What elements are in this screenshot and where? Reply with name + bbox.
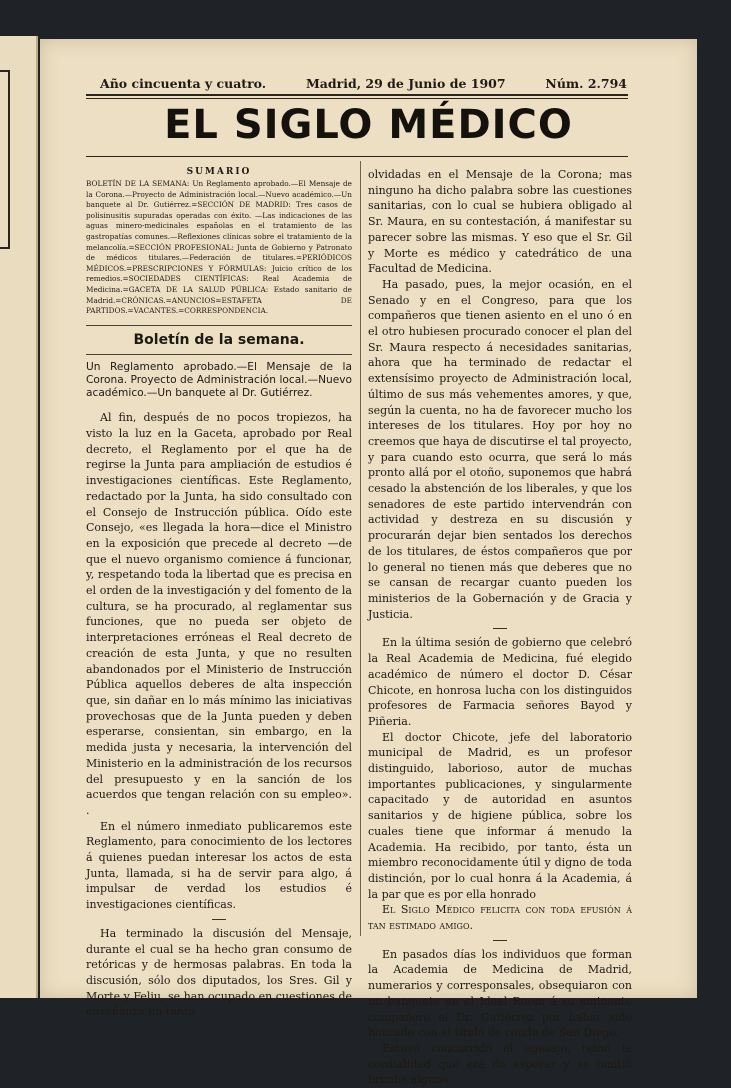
paragraph-separator xyxy=(212,919,226,920)
issue-number: Núm. 2.794 xyxy=(545,76,627,91)
column-divider xyxy=(360,161,361,936)
date-label: Madrid, 29 de Junio de 1907 xyxy=(305,76,506,91)
right-column xyxy=(368,167,632,1088)
right-paragraph-3: En la última sesión de gobierno que celebró la Real Academia de Medicina, fué elegido académico de número el doctor D. César Chicote, en honrosa lucha con los distinguidos profesores de Farmacia señores Bayod y Piñeria. xyxy=(368,636,632,728)
sumario-text: BOLETÍN DE LA SEMANA: Un Reglamento aprobado.—El Mensaje de la Corona.—Proyecto de Administración local.—Nuevo académico.—Un banquete al Dr. Gutiérrez.=SECCIÓN DE MADRID: Tres casos de polisinusitis supuradas operadas con éxito. —Las indicaciones de las aguas minero-medicinales españolas en el tratamiento de las gastropatías comunes.—Reflexiones clínicas sobre el tratamiento de la melancolía.=SECCIÓN PROFESIONAL: Junta de Gobierno y Patronato de médicos titulares.—Federación de titulares.=PERIÓDICOS MÉDICOS.=PRESCRIPCIONES Y FÓRMULAS: Juicio crítico de los remedios.=SOCIEDADES CIENTÍFICAS: Real Academia de Medicina.=GACETA DE LA SALUD PÚBLICA: Estado sanitario de Madrid.=CRÓNICAS.=ANUNCIOS=ESTAFETA DE PARTIDOS.=VACANTES.=CORRESPONDENCIA. xyxy=(86,179,352,316)
masthead-info xyxy=(100,76,627,91)
left-paragraph-2: En el número inmediato publicaremos este Reglamento, para conocimiento de los lectores á quienes puedan interesar los actos de esta Junta, llamada, si ha de servir para algo, á impulsar de verdad los estudios é investigaciones científicas. xyxy=(86,819,352,912)
boletin-abstract: Un Reglamento aprobado.—El Mensaje de la Corona. Proyecto de Administración local.—Nuevo académico.—Un banquete al Dr. Gutiérrez. xyxy=(86,360,352,400)
right-paragraph-6: En pasados días los individuos que forman la Academia de Medicina de Madrid, numerarios y corresponsales, obsequiaron con un banquete en el Ideal Room á su eminente compañero el Dr. Gutiérrez por haber sido honrado con el título de conde de San Diego. xyxy=(368,947,632,1040)
sumario-divider xyxy=(86,325,352,326)
masthead-rule-top-thin xyxy=(86,98,628,99)
boletin-heading: Boletín de la semana. xyxy=(133,331,305,348)
adjacent-page-mark xyxy=(0,70,10,249)
newspaper-title: EL SIGLO MÉDICO xyxy=(164,102,573,148)
masthead-rule-top xyxy=(86,94,628,96)
paragraph-separator xyxy=(493,940,507,941)
right-paragraph-2: Ha pasado, pues, la mejor ocasión, en el Senado y en el Congreso, para que los compañeros que tienen asiento en el uno ó en el otro hubiesen procurado conocer el plan del Sr. Maura respecto á necesidades sanitarias, ahora que ha terminado de redactar el extensísimo proyecto de Administración local, último de sus más vehementes amores, y que, según la cuenta, no ha de favorecer mucho los intereses de los titulares. Hoy por hoy no creemos que haya de discutirse el tal proyecto, y para cuando esto ocurra, que será lo más pronto allá por el otoño, suponemos que habrá cesado la abstención de los liberales, y que los senadores de este partido intervendrán con actividad y destreza en su discusión y procurarán dejar bien sentados los derechos de los titulares, de éstos compañeros que por lo general no tienen más que deberes que no se cansan de recargar cuanto pueden los ministerios de la Gobernación y de Gracia y Justicia. xyxy=(368,277,632,621)
left-paragraph-1: Al fin, después de no pocos tropiezos, ha visto la luz en la Gaceta, aprobado por Real decreto, el Reglamento por el que ha de regirse la Junta para ampliación de estudios é investigaciones científicas. Este Reglamento, redactado por la Junta, ha sido consultado con el Consejo de Instrucción pública. Oído este Consejo, «es llegada la hora—dice el Ministro en la exposición que precede al decreto —de que el nuevo organismo comience á funcionar, y, respetando toda la libertad que es precisa en el orden de la investigación y del fomento de la cultura, se ha procurado, al reglamentar sus funciones, que no pueda ser objeto de interpretaciones erróneas el Real decreto de creación de esta Junta, y que no resulten abandonados por el Ministerio de Instrucción Pública aquellos deberes de alta inspección que, sin dañar en lo más mínimo las iniciativas provechosas que de la Junta pueden y deben esperarse, consientan, sin embargo, en la medida justa y necesaria, la intervención del Ministerio en la administración de los recursos del presupuesto y en la sanción de los acuerdos que tengan relación con su empleo». . xyxy=(86,411,352,817)
newspaper-page xyxy=(40,39,697,1087)
paragraph-separator xyxy=(493,628,507,629)
right-paragraph-4: El doctor Chicote, jefe del laboratorio municipal de Madrid, es un profesor distinguido, laborioso, autor de muchas importantes publicaciones, y singularmente capacitado y de autoridad en asuntos sanitarios y de higiene pública, sobre los cuales tiene que informar á menudo la Academia. Ha recibido, por tanto, ésta un miembro reconocidamente útil y digno de toda distinción, por lo cual honra á la Academia, á la par que es por ella honrado xyxy=(368,730,632,901)
year-label: Año cincuenta y cuatro. xyxy=(100,76,267,91)
right-paragraph-1: olvidadas en el Mensaje de la Corona; mas ninguno ha dicho palabra sobre las cuestiones sanitarias, con lo cual se hubiera obligado al Sr. Maura, en su contestación, á manifestar su parecer sobre las mismas. Y eso que el Sr. Gil y Morte es médico y catedrático de una Facultad de Medicina. xyxy=(368,168,632,276)
left-column xyxy=(86,167,352,1020)
sumario-heading: SUMARIO xyxy=(186,167,252,177)
right-paragraph-7: Estuvo concurrido el agasajo, reinó la cordialidad que era de esperar y se omitió brindis alguno xyxy=(368,1041,632,1087)
boletin-divider xyxy=(86,354,352,355)
right-paragraph-5: El Siglo Médico felicita con toda efusión á tan estimado amigo. xyxy=(368,903,632,933)
title-rule-bottom xyxy=(86,156,628,157)
left-paragraph-3: Ha terminado la discusión del Mensaje, durante el cual se ha hecho gran consumo de retóricas y de hermosas palabras. En toda la discusión, sólo dos diputados, los Sres. Gil y Morte y Feliu, se han ocupado en cuestiones de enseñanza un tanto xyxy=(86,926,352,1019)
